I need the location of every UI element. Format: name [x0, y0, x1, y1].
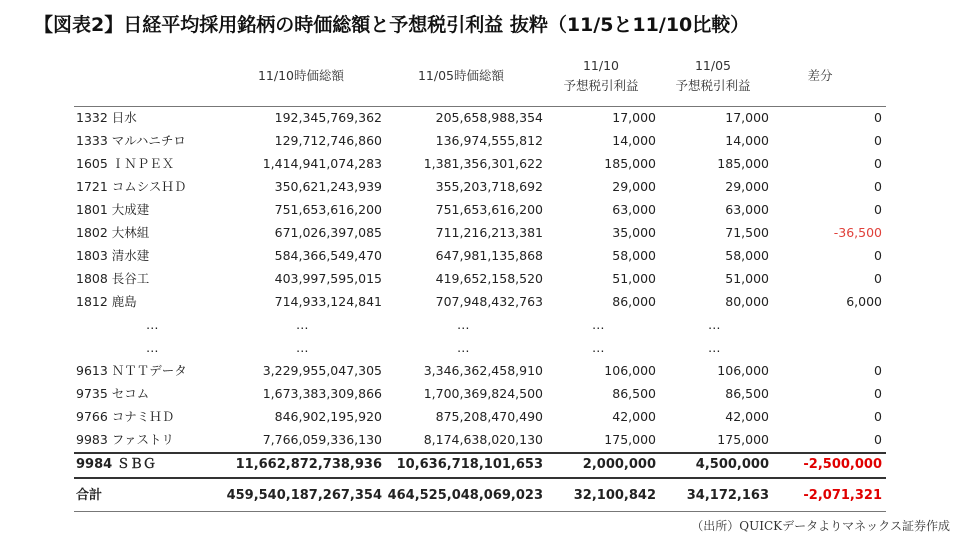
table-row	[74, 291, 886, 314]
table-row	[74, 153, 886, 176]
mcap-1105-cell: 136,974,555,812	[435, 133, 543, 148]
mcap-1110-cell: 1,414,941,074,283	[262, 156, 382, 171]
mcap-1105-cell: 1,381,356,301,622	[423, 156, 543, 171]
stock-name: 1808 長谷工	[76, 271, 150, 286]
ellipsis-mark: …	[592, 340, 605, 355]
mcap-1110-cell: 11,662,872,738,936	[235, 457, 382, 472]
diff-cell: 6,000	[846, 294, 882, 309]
diff-cell: 0	[874, 409, 882, 424]
header-mcap-1110: 11/10時価総額	[257, 68, 345, 83]
ellipsis-mark: …	[146, 340, 159, 355]
profit-1105-cell: 42,000	[725, 409, 769, 424]
profit-1110-total: 32,100,842	[573, 488, 656, 503]
profit-1110-cell: 51,000	[612, 271, 656, 286]
mcap-1105-cell: 707,948,432,763	[435, 294, 543, 309]
diff-cell: 0	[874, 179, 882, 194]
profit-1110-cell: 106,000	[604, 363, 656, 378]
profit-1110-cell: 42,000	[612, 409, 656, 424]
mcap-1110-cell: 671,026,397,085	[274, 225, 382, 240]
profit-1110-cell: 175,000	[604, 432, 656, 447]
profit-1110-cell: 86,000	[612, 294, 656, 309]
stock-name: 1721 コムシスＨＤ	[76, 179, 187, 194]
mcap-1110-cell: 7,766,059,336,130	[262, 432, 382, 447]
profit-1105-cell: 58,000	[725, 248, 769, 263]
mcap-1105-cell: 8,174,638,020,130	[423, 432, 543, 447]
stock-name: 1333 マルハニチロ	[76, 133, 186, 148]
header-mcap-1105: 11/05時価総額	[417, 68, 505, 83]
mcap-1110-cell: 403,997,595,015	[274, 271, 382, 286]
stock-name: 9613 ＮＴＴデータ	[76, 363, 187, 378]
table-row	[74, 429, 886, 454]
header-profit-1105-date: 11/05	[694, 58, 732, 73]
mcap-1105-cell: 419,652,158,520	[435, 271, 543, 286]
profit-1110-cell: 17,000	[612, 110, 656, 125]
stock-name: 9984 ＳＢＧ	[76, 457, 156, 472]
ellipsis-mark: …	[708, 317, 721, 332]
profit-1105-cell: 17,000	[725, 110, 769, 125]
ellipsis-row	[74, 337, 886, 360]
highlight-row-sbg	[74, 454, 886, 479]
diff-cell-negative: -36,500	[833, 225, 882, 240]
mcap-1110-cell: 714,933,124,841	[274, 294, 382, 309]
mcap-1110-cell: 1,673,383,309,866	[262, 386, 382, 401]
stock-name: 9735 セコム	[76, 386, 150, 401]
header-profit-1105	[658, 56, 768, 96]
mcap-1110-cell: 3,229,955,047,305	[262, 363, 382, 378]
stock-name: 1605 ＩＮＰＥＸ	[76, 156, 175, 171]
table-row	[74, 106, 886, 130]
mcap-1110-cell: 751,653,616,200	[274, 202, 382, 217]
profit-1105-cell: 14,000	[725, 133, 769, 148]
stock-name: 1332 日水	[76, 110, 137, 125]
profit-1110-cell: 185,000	[604, 156, 656, 171]
ellipsis-mark: …	[296, 340, 309, 355]
table-row	[74, 222, 886, 245]
diff-cell: 0	[874, 156, 882, 171]
mcap-1105-cell: 205,658,988,354	[435, 110, 543, 125]
mcap-1105-cell: 3,346,362,458,910	[423, 363, 543, 378]
source-note: （出所）QUICKデータよりマネックス証券作成	[691, 519, 950, 533]
diff-cell: 0	[874, 432, 882, 447]
stock-name: 1801 大成建	[76, 202, 150, 217]
mcap-1105-cell: 10,636,718,101,653	[396, 457, 543, 472]
mcap-1105-cell: 647,981,135,868	[435, 248, 543, 263]
profit-1110-cell: 29,000	[612, 179, 656, 194]
diff-cell: 0	[874, 110, 882, 125]
mcap-1110-cell: 846,902,195,920	[274, 409, 382, 424]
diff-cell: 0	[874, 386, 882, 401]
profit-1105-total: 34,172,163	[686, 488, 769, 503]
stock-name: 1802 大林組	[76, 225, 150, 240]
diff-cell: 0	[874, 133, 882, 148]
profit-1105-cell: 51,000	[725, 271, 769, 286]
mcap-1105-total: 464,525,048,069,023	[387, 488, 543, 503]
table-row	[74, 199, 886, 222]
total-row	[74, 485, 886, 512]
profit-1110-cell: 35,000	[612, 225, 656, 240]
table-row	[74, 383, 886, 406]
header-diff: 差分	[807, 68, 833, 83]
profit-1105-cell: 29,000	[725, 179, 769, 194]
ellipsis-mark: …	[457, 317, 470, 332]
ellipsis-mark: …	[592, 317, 605, 332]
ellipsis-mark: …	[146, 317, 159, 332]
table-row	[74, 268, 886, 291]
diff-cell: 0	[874, 363, 882, 378]
profit-1105-cell: 106,000	[717, 363, 769, 378]
header-profit-1110-label: 予想税引利益	[563, 78, 639, 93]
mcap-1105-cell: 1,700,369,824,500	[423, 386, 543, 401]
profit-1110-cell: 14,000	[612, 133, 656, 148]
stock-table	[74, 106, 886, 512]
table-row	[74, 176, 886, 199]
diff-cell: 0	[874, 248, 882, 263]
ellipsis-mark: …	[708, 340, 721, 355]
diff-cell-negative: -2,500,000	[803, 457, 882, 472]
profit-1110-cell: 86,500	[612, 386, 656, 401]
table-row	[74, 245, 886, 268]
profit-1110-cell: 58,000	[612, 248, 656, 263]
profit-1105-cell: 86,500	[725, 386, 769, 401]
profit-1105-cell: 71,500	[725, 225, 769, 240]
mcap-1110-cell: 584,366,549,470	[274, 248, 382, 263]
mcap-1110-cell: 350,621,243,939	[274, 179, 382, 194]
table-row	[74, 130, 886, 153]
header-profit-1110	[546, 56, 656, 96]
total-label: 合計	[76, 488, 103, 503]
header-profit-1105-label: 予想税引利益	[675, 78, 751, 93]
diff-cell: 0	[874, 202, 882, 217]
header-profit-1110-date: 11/10	[582, 58, 620, 73]
table-row	[74, 406, 886, 429]
ellipsis-mark: …	[457, 340, 470, 355]
diff-cell: 0	[874, 271, 882, 286]
stock-name: 1812 鹿島	[76, 294, 137, 309]
mcap-1105-cell: 711,216,213,381	[435, 225, 543, 240]
mcap-1110-cell: 192,345,769,362	[274, 110, 382, 125]
mcap-1110-cell: 129,712,746,860	[274, 133, 382, 148]
mcap-1110-total: 459,540,187,267,354	[226, 488, 382, 503]
diff-total-negative: -2,071,321	[803, 488, 882, 503]
stock-name: 9983 ファストリ	[76, 432, 175, 447]
stock-name: 9766 コナミＨＤ	[76, 409, 175, 424]
profit-1105-cell: 63,000	[725, 202, 769, 217]
profit-1110-cell: 63,000	[612, 202, 656, 217]
ellipsis-mark: …	[296, 317, 309, 332]
profit-1105-cell: 4,500,000	[695, 457, 769, 472]
table-row	[74, 360, 886, 383]
profit-1105-cell: 80,000	[725, 294, 769, 309]
stock-name: 1803 清水建	[76, 248, 150, 263]
mcap-1105-cell: 875,208,470,490	[435, 409, 543, 424]
mcap-1105-cell: 355,203,718,692	[435, 179, 543, 194]
profit-1105-cell: 175,000	[717, 432, 769, 447]
page-title: 【図表2】日経平均採用銘柄の時価総額と予想税引利益 抜粋（11/5と11/10比較）	[34, 14, 750, 36]
ellipsis-row	[74, 314, 886, 337]
profit-1105-cell: 185,000	[717, 156, 769, 171]
profit-1110-cell: 2,000,000	[582, 457, 656, 472]
mcap-1105-cell: 751,653,616,200	[435, 202, 543, 217]
